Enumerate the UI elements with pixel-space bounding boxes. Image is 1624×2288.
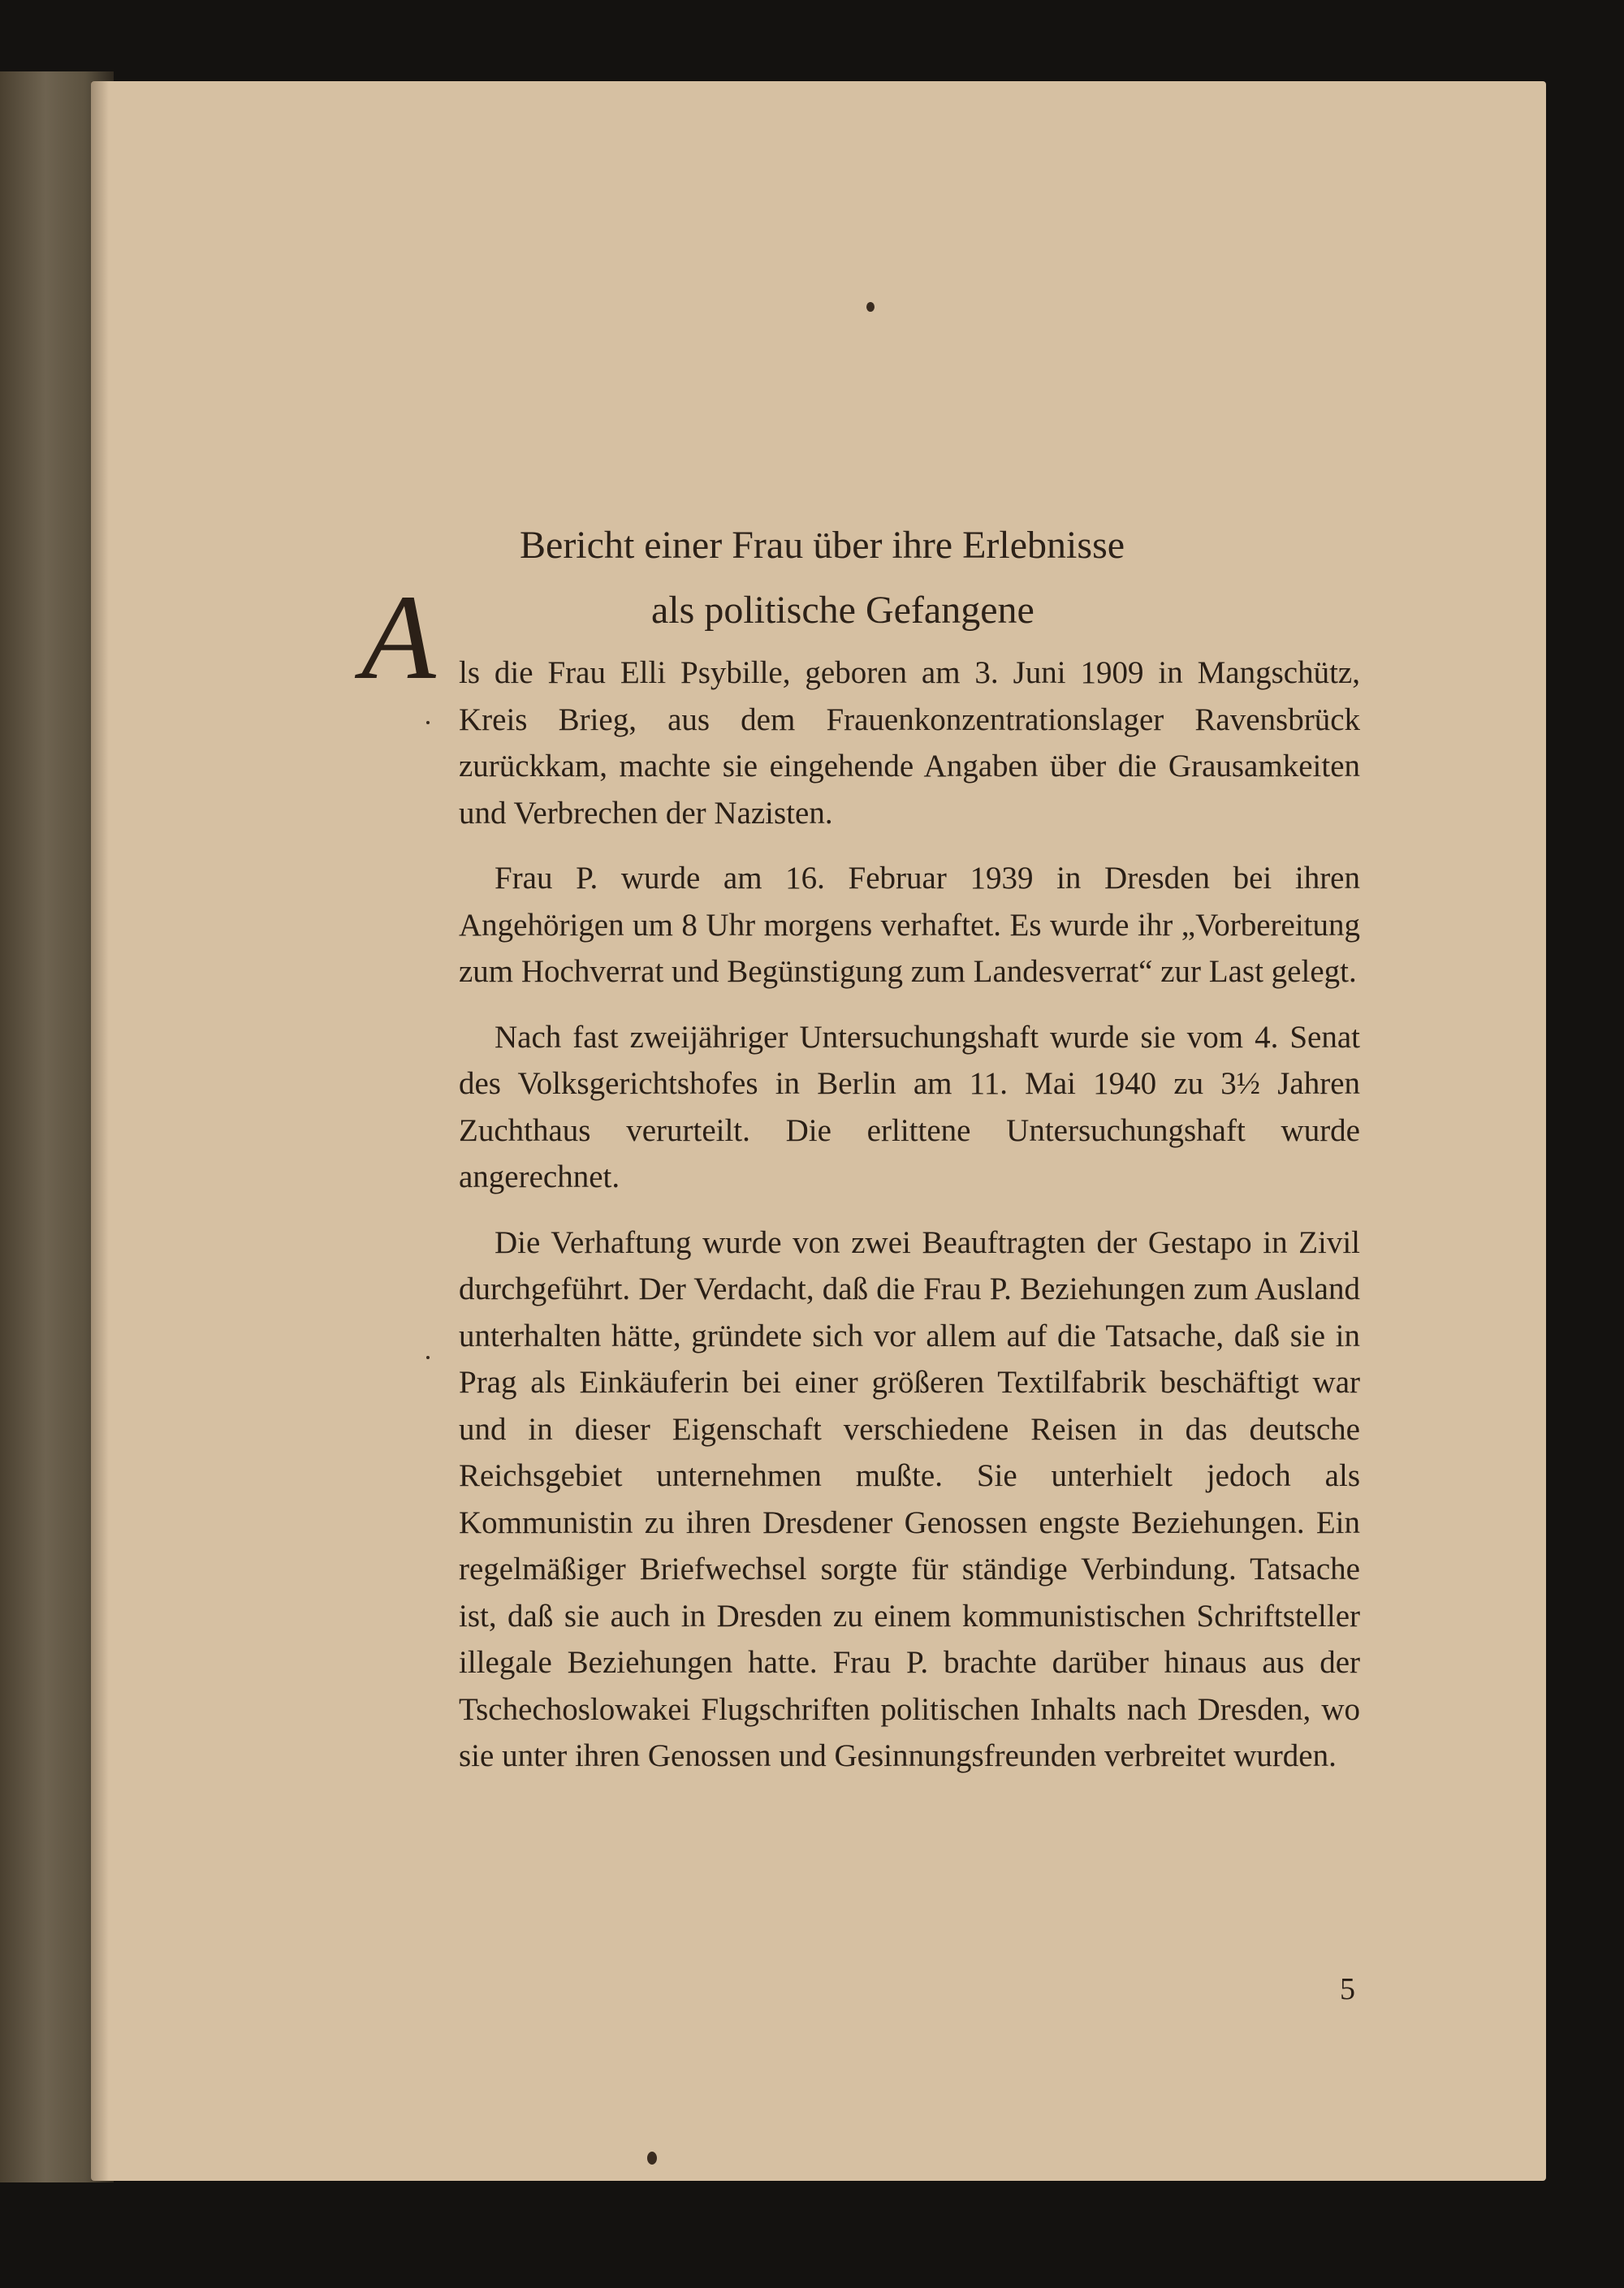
paper-speck	[866, 302, 875, 312]
title-line-2: als politische Gefangene	[651, 589, 1034, 632]
paper-speck	[426, 721, 430, 724]
page-number: 5	[1340, 1972, 1355, 2006]
title-line-1: Bericht einer Frau über ihre Erlebnisse	[520, 524, 1125, 567]
page-gutter-shadow	[91, 81, 109, 2181]
paper-speck	[426, 1356, 430, 1359]
paper-speck	[647, 2152, 657, 2165]
drop-cap: A	[361, 570, 436, 705]
paragraph-4: Die Verhaftung wurde von zwei Beauftragten der Gestapo in Zivil durchgeführt. Der Verdacht, daß die Frau P. Beziehungen zum Ausland unterhalten hätte, gründete sich vor allem auf die Tatsache, daß sie in Prag als Einkäuferin bei einer größeren Textilfabrik beschäftigt war und in dieser Eigenschaft verschiedene Reisen in das deutsche Reichsgebiet unternehmen mußte. Sie unterhielt jedoch als Kommunistin zu ihren Dresdener Genossen engste Beziehungen. Ein regelmäßiger Briefwechsel sorgte für ständige Verbindung. Tatsache ist, daß sie auch in Dresden zu einem kommunistischen Schriftsteller illegale Beziehungen hatte. Frau P. brachte darüber hinaus aus der Tschechoslowakei Flugschriften politischen Inhalts nach Dresden, wo sie unter ihren Genossen und Gesinnungsfreunden verbreitet wurden.	[459, 1224, 1360, 1773]
paragraph-1: ls die Frau Elli Psybille, geboren am 3. Juni 1909 in Mangschütz, Kreis Brieg, aus dem Frauenkonzentrationslager Ravensbrück zurückkam, machte sie eingehende Angaben über die Grausamkeiten und Verbrechen der Nazisten.	[459, 655, 1360, 831]
article-title	[487, 513, 1299, 643]
article-body	[459, 650, 1360, 1780]
paragraph-2: Frau P. wurde am 16. Februar 1939 in Dresden bei ihren Angehörigen um 8 Uhr morgens verhaftet. Es wurde ihr „Vorbereitung zum Hochverrat und Begünstigung zum Landesverrat“ zur Last gelegt.	[459, 861, 1360, 989]
paragraph-3: Nach fast zweijähriger Untersuchungshaft wurde sie vom 4. Senat des Volksgerichtshofes in Berlin am 11. Mai 1940 zu 3½ Jahren Zuchthaus verurteilt. Die erlittene Untersuchungshaft wurde angerechnet.	[459, 1019, 1360, 1194]
